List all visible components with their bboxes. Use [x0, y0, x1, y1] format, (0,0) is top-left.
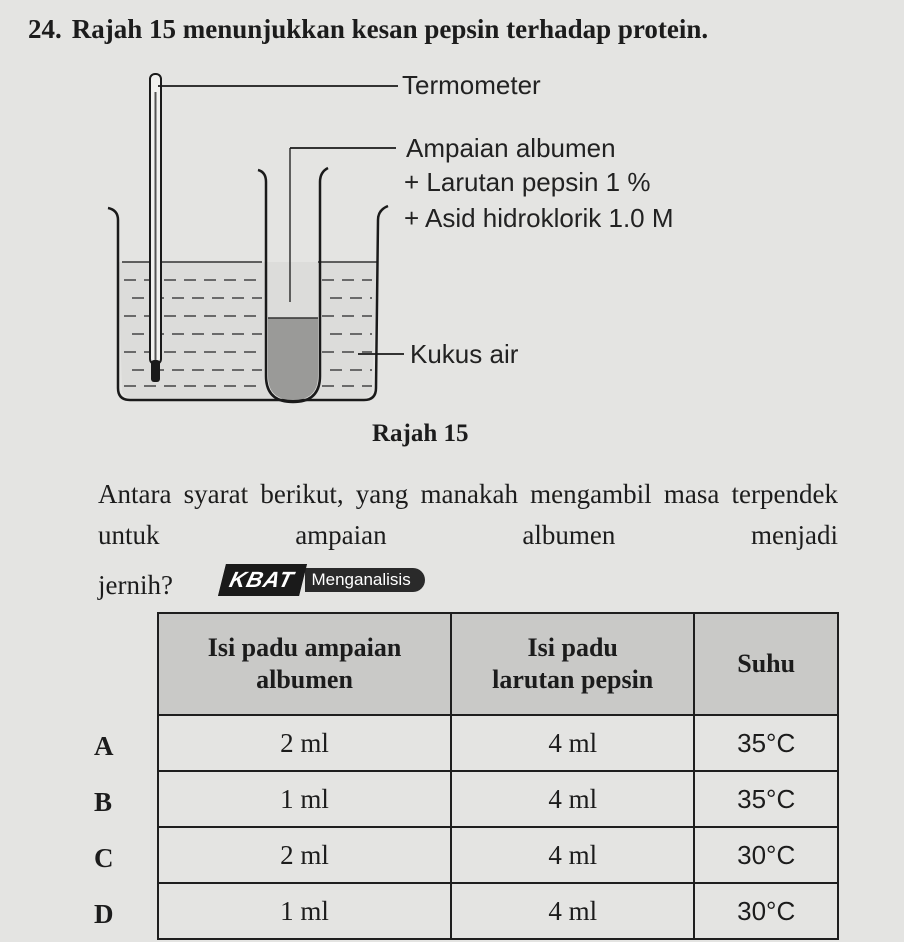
albumen-volume-cell: 2 ml — [158, 827, 451, 883]
pepsin-volume-cell: 4 ml — [451, 883, 694, 939]
suspension-label: Ampaian albumen — [406, 133, 616, 163]
table-row[interactable] — [158, 771, 838, 827]
pepsin-volume-cell: 4 ml — [451, 771, 694, 827]
temperature-cell: 30°C — [694, 827, 838, 883]
option-letter-b[interactable]: B — [94, 787, 113, 817]
option-letter-d[interactable]: D — [94, 899, 114, 929]
table-row[interactable] — [158, 883, 838, 939]
header-albumen-line1: Isi padu ampaian — [207, 633, 402, 662]
pepsin-volume-cell: 4 ml — [451, 827, 694, 883]
question-prompt-end: jernih? — [98, 570, 173, 600]
temperature-cell: 30°C — [694, 883, 838, 939]
table-row[interactable] — [158, 715, 838, 771]
kbat-label: KBAT — [218, 564, 307, 596]
experiment-diagram — [0, 0, 904, 460]
thermometer-label: Termometer — [402, 70, 541, 100]
albumen-volume-cell: 1 ml — [158, 771, 451, 827]
kbat-level: Menganalisis — [305, 568, 424, 592]
acid-label: + Asid hidroklorik 1.0 M — [404, 203, 674, 233]
thermometer — [150, 74, 161, 382]
pepsin-label: + Larutan pepsin 1 % — [404, 167, 651, 197]
question-number: 24. — [28, 14, 62, 44]
water-bath-label: Kukus air — [410, 339, 519, 369]
pepsin-volume-cell: 4 ml — [451, 715, 694, 771]
header-pepsin-volume — [451, 613, 694, 715]
header-albumen-volume — [158, 613, 451, 715]
header-albumen-line2: albumen — [256, 665, 353, 694]
option-letter-c[interactable]: C — [94, 843, 114, 873]
albumen-volume-cell: 2 ml — [158, 715, 451, 771]
albumen-volume-cell: 1 ml — [158, 883, 451, 939]
answer-table — [157, 612, 839, 940]
header-temperature — [694, 613, 838, 715]
table-header-row — [158, 613, 838, 715]
header-temperature-label: Suhu — [737, 649, 796, 678]
temperature-cell: 35°C — [694, 715, 838, 771]
option-letter-a[interactable]: A — [94, 731, 114, 761]
table-row[interactable] — [158, 827, 838, 883]
option-letters — [94, 718, 134, 942]
question-prompt: Antara syarat berikut, yang manakah mengambil masa terpendek untuk ampaian albumen menjadi — [98, 479, 838, 550]
temperature-cell: 35°C — [694, 771, 838, 827]
question-text: Rajah 15 menunjukkan kesan pepsin terhadap protein. — [71, 14, 709, 44]
header-pepsin-line2: larutan pepsin — [492, 665, 654, 694]
kbat-badge — [222, 566, 425, 594]
header-pepsin-line1: Isi padu — [527, 633, 618, 662]
figure-caption: Rajah 15 — [372, 420, 469, 447]
